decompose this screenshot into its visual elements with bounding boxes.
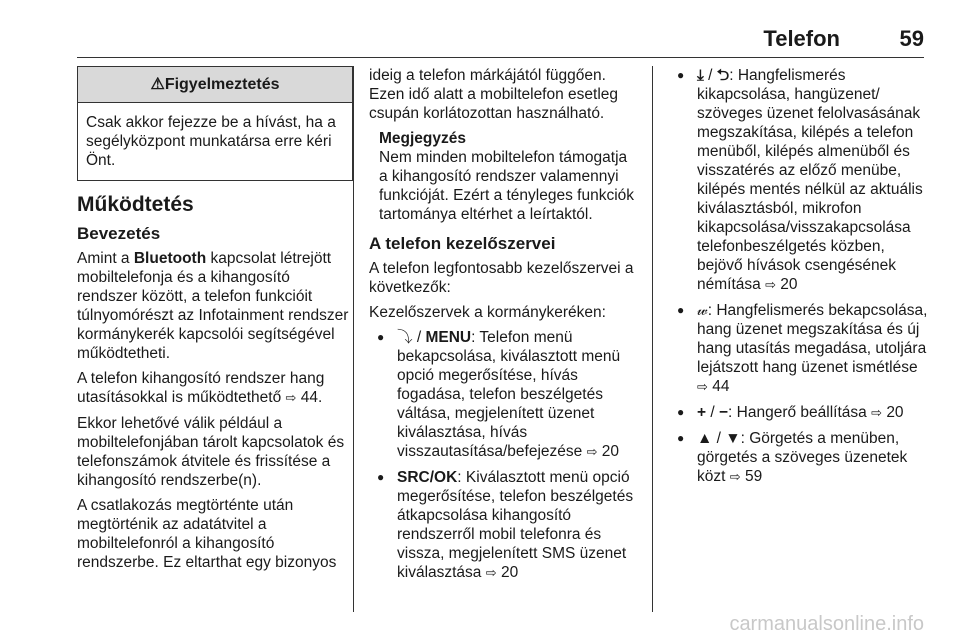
page-ref-arrow-icon: ⇨ (485, 566, 497, 581)
list-item: ● ⤓ / ⮌: Hangfelismerés kikapcsolása, hangüzenet/ szöveges üzenet felolvasásának megszakítása, kilépés a telefon menüből, kilépés almenüből és visszatérés az előző menübe, kilépés mentés nélkül az aktuális kiválasztásból, mikrofon kikapcsolása/visszakapcsolása telefonbeszélgetés közben, bejövő hívások csengésének némítása ⇨ 20 (669, 66, 931, 295)
intro-paragraph-3: Ekkor lehetővé válik például a mobiltelefonjában tárolt kapcsolatok és telefonszámok átvitele és frissítése a kihangosító rendszerbe(n). (77, 415, 345, 489)
column-3 (669, 66, 931, 493)
watermark: carmanualsonline.info (729, 613, 924, 635)
mute-icon: ⤓ (697, 67, 704, 84)
column-1 (77, 66, 353, 578)
page-ref-arrow-icon: ⇨ (697, 380, 708, 395)
page-ref[interactable]: 20 (500, 564, 519, 581)
controls-list-b (669, 66, 931, 487)
page-ref[interactable]: 59 (744, 468, 763, 485)
page-ref-arrow-icon: ⇨ (871, 406, 882, 421)
intro-paragraph-2: A telefon kihangosító rendszer hang utasításokkal is működtethető ⇨ 44. (77, 370, 325, 406)
list-item: ● SRC/OK: Kiválasztott menü opció megerősítése, telefon beszélgetés átkapcsolása kihangosító rendszerről mobil telefonra és vissza, megjelenített SMS üzenet kiválasztása ⇨ 20 (369, 468, 637, 583)
section-title: Működtetés (77, 193, 194, 216)
column-divider-2 (652, 66, 653, 612)
page-ref-arrow-icon: ⇨ (765, 278, 776, 293)
back-icon: ⮌ (716, 67, 730, 84)
column-divider-1 (353, 66, 354, 612)
intro-paragraph-4-cont: ideig a telefon márkájától függően. Ezen idő alatt a mobiltelefon esetleg csupán korlátozottan használható. (369, 67, 619, 122)
list-item: ● + / −: Hangerő beállítása ⇨ 20 (669, 403, 931, 423)
page-ref-arrow-icon: ⇨ (729, 470, 741, 485)
controls-paragraph-2: Kezelőszervek a kormánykeréken: (369, 304, 606, 321)
list-item: ● ▲ / ▼: Görgetés a menüben, görgetés a szöveges üzenetek közt ⇨ 59 (669, 429, 931, 487)
arrow-up-icon: ▲ (697, 430, 713, 447)
warning-title: Figyelmeztetés (164, 76, 280, 93)
controls-paragraph-1: A telefon legfontosabb kezelőszervei a következők: (369, 260, 634, 296)
page-ref[interactable]: 20 (886, 404, 904, 421)
intro-paragraph-1: Amint a Bluetooth kapcsolat létrejött mobiltelefonja és a kihangosító rendszer között, a telefon funkcióit túlnyomórészt az Infotainment rendszer kormánykerék kapcsolói segítségével működtetheti. (77, 250, 349, 362)
page-ref[interactable]: 20 (601, 443, 620, 460)
arrow-down-icon: ▼ (725, 430, 741, 447)
bluetooth-term: Bluetooth (133, 250, 207, 267)
plus-icon: + (697, 404, 707, 421)
note-title: Megjegyzés (379, 130, 467, 147)
intro-paragraph-4: A csatlakozás megtörténte után megtörténik az adatátvitel a mobiltelefonról a kihangosító rendszerbe. Ez eltarthat egy bizonyos (77, 497, 337, 571)
voice-icon: 𝓌 (697, 302, 708, 319)
list-item: ● ⤵ / MENU: Telefon menü bekapcsolása, kiválasztott menü opció megerősítése, hívás fogadása, telefon beszélgetés váltása, megjelenített üzenet kiválasztása, hívás visszautasítása/befejezése ⇨ 20 (369, 328, 637, 462)
chapter-title: Telefon (763, 26, 840, 51)
page-ref-arrow-icon: ⇨ (285, 391, 297, 406)
header-rule (77, 57, 924, 58)
phone-answer-icon: ⤵ (397, 329, 413, 346)
warning-icon: ⚠ (150, 76, 165, 93)
controls-list-a (369, 328, 637, 583)
warning-header (78, 67, 352, 103)
page-header (0, 26, 960, 56)
intro-title: Bevezetés (77, 224, 161, 243)
key-label: MENU (425, 329, 472, 346)
warning-text: Csak akkor fejezze be a hívást, ha a segélyközpont munkatársa erre kéri Önt. (86, 114, 336, 169)
page-number: 59 (899, 26, 924, 51)
note-block (379, 129, 637, 224)
minus-icon: − (718, 404, 729, 421)
page-ref[interactable]: 20 (780, 276, 798, 293)
page-ref[interactable]: 44 (712, 378, 730, 395)
note-text: Nem minden mobiltelefon támogatja a kihangosító rendszer valamennyi funkcióját. Ezért a tényleges funkciók tartománya eltérhet a leírtaktól. (379, 149, 635, 223)
warning-box (77, 66, 353, 181)
page-ref-arrow-icon: ⇨ (586, 445, 598, 460)
list-item: ● 𝓌: Hangfelismerés bekapcsolása, hang üzenet megszakítása és új hang utasítás megadása, utoljára lejátszott hang üzenet ismétlése ⇨ 44 (669, 301, 931, 397)
page-ref[interactable]: 44. (300, 389, 323, 406)
key-label: SRC/OK (397, 469, 458, 486)
column-2 (369, 66, 637, 589)
controls-title: A telefon kezelőszervei (369, 234, 556, 253)
